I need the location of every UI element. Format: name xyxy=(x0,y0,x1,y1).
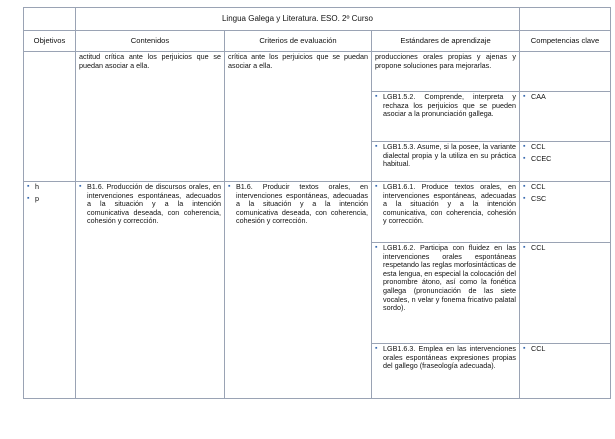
bullet-square-icon: ▪ xyxy=(523,93,526,100)
criteria-text: crítica ante los perjuicios que se puedan asociar a ella. xyxy=(228,52,368,70)
bullet-square-icon: ▪ xyxy=(79,183,82,190)
header-row xyxy=(24,31,611,52)
table-row xyxy=(24,182,611,243)
header-criteria: Criterios de evaluación xyxy=(225,31,372,52)
standard-cell xyxy=(372,243,520,344)
bullet-square-icon: ▪ xyxy=(523,244,526,251)
title-spacer-right xyxy=(520,8,611,31)
bullet-square-icon: ▪ xyxy=(375,345,378,352)
standard-cell xyxy=(372,344,520,399)
standard-text: LGB1.5.3. Asume, si la posee, la variante dialectal propia y la utiliza en su práctica habitual. xyxy=(383,142,516,169)
contents-cell xyxy=(76,52,225,182)
standard-text: LGB1.6.1. Produce textos orales, en intervenciones espontáneas, adecuadas a la situación y a la intención comunicativa, con coherencia, cohesión y corrección. xyxy=(383,182,516,226)
bullet-square-icon: ▪ xyxy=(375,93,378,100)
contents-text: actitud crítica ante los perjuicios que se puedan asociar a ella. xyxy=(79,52,221,70)
competence-cell xyxy=(520,344,611,399)
standard-text: LGB1.5.2. Comprende, interpreta y rechaza los perjuicios que se pueden asociar a la pronunciación gallega. xyxy=(383,92,516,119)
bullet-square-icon: ▪ xyxy=(375,244,378,251)
bullet-square-icon: ▪ xyxy=(375,143,378,150)
bullet-square-icon: ▪ xyxy=(523,154,526,162)
competence-cell xyxy=(520,243,611,344)
bullet-square-icon: ▪ xyxy=(523,345,526,352)
objective-code: p xyxy=(35,193,39,203)
standard-text: producciones orales propias y ajenas y propone soluciones para mejorarlas. xyxy=(375,52,516,70)
criteria-cell xyxy=(225,52,372,182)
objectives-cell xyxy=(24,182,76,399)
table-title-row xyxy=(24,8,611,31)
competence-code: CCL xyxy=(531,142,546,151)
competence-cell xyxy=(520,142,611,182)
header-contents: Contenidos xyxy=(76,31,225,52)
bullet-square-icon: ▪ xyxy=(523,183,526,190)
bullet-square-icon: ▪ xyxy=(523,143,526,150)
competence-code: CAA xyxy=(531,92,546,101)
competence-code: CSC xyxy=(531,193,547,203)
curriculum-table xyxy=(23,7,611,399)
objectives-cell xyxy=(24,52,76,182)
header-competences: Competencias clave xyxy=(520,31,611,52)
bullet-square-icon: ▪ xyxy=(27,183,30,190)
competence-cell xyxy=(520,92,611,142)
criteria-cell xyxy=(225,182,372,399)
table-row xyxy=(24,52,611,92)
header-standards: Estándares de aprendizaje xyxy=(372,31,520,52)
standard-text: LGB1.6.3. Emplea en las intervenciones orales espontáneas expresiones propias del gallego (fraseología adecuada). xyxy=(383,344,516,371)
competence-code: CCL xyxy=(531,243,546,252)
title-spacer-left xyxy=(24,8,76,31)
competence-code: CCL xyxy=(531,344,546,353)
standard-cell xyxy=(372,92,520,142)
bullet-square-icon: ▪ xyxy=(27,194,30,202)
competence-cell xyxy=(520,52,611,92)
competence-code: CCEC xyxy=(531,153,552,163)
competence-code: CCL xyxy=(531,182,546,191)
table-title: Lingua Galega y Literatura. ESO. 2º Curso xyxy=(76,8,520,31)
standard-cell xyxy=(372,182,520,243)
objective-code: h xyxy=(35,182,39,191)
bullet-square-icon: ▪ xyxy=(228,183,231,190)
competence-cell xyxy=(520,182,611,243)
standard-cell xyxy=(372,142,520,182)
contents-cell xyxy=(76,182,225,399)
standard-cell xyxy=(372,52,520,92)
bullet-square-icon: ▪ xyxy=(375,183,378,190)
header-objectives: Objetivos xyxy=(24,31,76,52)
criteria-text: B1.6. Producir textos orales, en intervenciones espontáneas, adecuadas a la situación y a la intención comunicativa deseada, con coherencia, cohesión y corrección. xyxy=(236,182,368,226)
contents-text: B1.6. Producción de discursos orales, en intervenciones espontáneas, adecuados a la situación y a la intención comunicativa deseada, con coherencia, cohesión y corrección. xyxy=(87,182,221,226)
bullet-square-icon: ▪ xyxy=(523,194,526,202)
standard-text: LGB1.6.2. Participa con fluidez en las intervenciones orales espontáneas respetando las reglas morfosintácticas de esta lengua, en especial la colocación del pronombre átono, así como la fonética gallega (pronunciación de las siete vocales, n velar y fonema fricativo palatal sordo). xyxy=(383,243,516,313)
